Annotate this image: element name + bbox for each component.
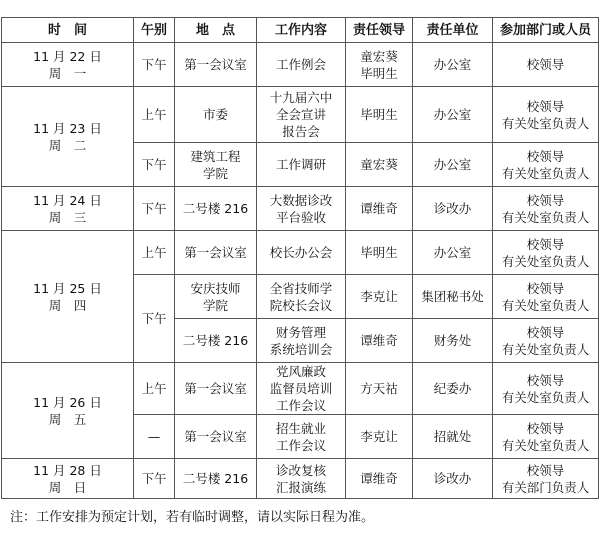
unit-cell: 诊改办 bbox=[413, 187, 493, 231]
leader-cell: 毕明生 bbox=[346, 87, 413, 143]
period-cell: — bbox=[134, 415, 175, 459]
leader-cell: 童宏葵 毕明生 bbox=[346, 43, 413, 87]
table-row bbox=[2, 459, 599, 499]
content-cell: 大数据诊改 平台验收 bbox=[257, 187, 346, 231]
place-cell: 建筑工程 学院 bbox=[175, 143, 257, 187]
unit-cell: 诊改办 bbox=[413, 459, 493, 499]
attendees-cell: 校领导 有关处室负责人 bbox=[493, 143, 599, 187]
leader-cell: 谭维奇 bbox=[346, 459, 413, 499]
period-cell: 上午 bbox=[134, 87, 175, 143]
date-cell bbox=[2, 187, 134, 231]
content-cell: 诊改复核 汇报演练 bbox=[257, 459, 346, 499]
date-text: 11 月 23 日 bbox=[33, 120, 102, 136]
date-cell bbox=[2, 363, 134, 459]
weekday-text: 周 二 bbox=[48, 137, 87, 153]
attendees-cell: 校领导 有关部门负责人 bbox=[493, 459, 599, 499]
schedule-body bbox=[2, 43, 599, 499]
table-row bbox=[2, 187, 599, 231]
period-cell: 下午 bbox=[134, 459, 175, 499]
place-cell: 第一会议室 bbox=[175, 415, 257, 459]
date-cell bbox=[2, 43, 134, 87]
period-cell: 下午 bbox=[134, 143, 175, 187]
place-cell: 安庆技师 学院 bbox=[175, 275, 257, 319]
content-cell: 党风廉政 监督员培训 工作会议 bbox=[257, 363, 346, 415]
leader-cell: 方天祜 bbox=[346, 363, 413, 415]
leader-cell: 李克让 bbox=[346, 275, 413, 319]
content-cell: 十九届六中 全会宣讲 报告会 bbox=[257, 87, 346, 143]
period-cell: 上午 bbox=[134, 363, 175, 415]
header-content: 工作内容 bbox=[257, 18, 346, 43]
unit-cell: 办公室 bbox=[413, 87, 493, 143]
leader-cell: 毕明生 bbox=[346, 231, 413, 275]
table-header-row bbox=[2, 18, 599, 43]
attendees-cell: 校领导 有关处室负责人 bbox=[493, 415, 599, 459]
date-text: 11 月 24 日 bbox=[33, 192, 102, 208]
header-period: 午别 bbox=[134, 18, 175, 43]
unit-cell: 办公室 bbox=[413, 143, 493, 187]
header-unit: 责任单位 bbox=[413, 18, 493, 43]
period-cell: 下午 bbox=[134, 275, 175, 363]
content-cell: 招生就业 工作会议 bbox=[257, 415, 346, 459]
leader-cell: 谭维奇 bbox=[346, 187, 413, 231]
weekday-text: 周 一 bbox=[48, 65, 87, 81]
header-attendees: 参加部门或人员 bbox=[493, 18, 599, 43]
header-place: 地 点 bbox=[175, 18, 257, 43]
attendees-cell: 校领导 有关处室负责人 bbox=[493, 363, 599, 415]
date-text: 11 月 25 日 bbox=[33, 280, 102, 296]
date-text: 11 月 28 日 bbox=[33, 462, 102, 478]
date-cell bbox=[2, 231, 134, 363]
place-cell: 第一会议室 bbox=[175, 43, 257, 87]
weekday-text: 周 四 bbox=[48, 297, 87, 313]
weekday-text: 周 日 bbox=[48, 479, 87, 495]
leader-cell: 谭维奇 bbox=[346, 319, 413, 363]
place-cell: 第一会议室 bbox=[175, 363, 257, 415]
footnote: 注：工作安排为预定计划，若有临时调整，请以实际日程为准。 bbox=[10, 510, 375, 525]
unit-cell: 财务处 bbox=[413, 319, 493, 363]
date-cell bbox=[2, 87, 134, 187]
date-text: 11 月 22 日 bbox=[33, 48, 102, 64]
period-cell: 下午 bbox=[134, 187, 175, 231]
unit-cell: 纪委办 bbox=[413, 363, 493, 415]
unit-cell: 办公室 bbox=[413, 231, 493, 275]
table-row bbox=[2, 87, 599, 143]
table-row bbox=[2, 363, 599, 415]
table-row bbox=[2, 43, 599, 87]
attendees-cell: 校领导 有关处室负责人 bbox=[493, 187, 599, 231]
period-cell: 下午 bbox=[134, 43, 175, 87]
attendees-cell: 校领导 有关处室负责人 bbox=[493, 319, 599, 363]
place-cell: 市委 bbox=[175, 87, 257, 143]
schedule-table bbox=[1, 17, 599, 499]
date-text: 11 月 26 日 bbox=[33, 394, 102, 410]
content-cell: 工作例会 bbox=[257, 43, 346, 87]
content-cell: 校长办公会 bbox=[257, 231, 346, 275]
attendees-cell: 校领导 bbox=[493, 43, 599, 87]
attendees-cell: 校领导 有关处室负责人 bbox=[493, 87, 599, 143]
unit-cell: 办公室 bbox=[413, 43, 493, 87]
period-cell: 上午 bbox=[134, 231, 175, 275]
weekday-text: 周 五 bbox=[48, 411, 87, 427]
date-cell bbox=[2, 459, 134, 499]
unit-cell: 集团秘书处 bbox=[413, 275, 493, 319]
leader-cell: 童宏葵 bbox=[346, 143, 413, 187]
content-cell: 全省技师学 院校长会议 bbox=[257, 275, 346, 319]
header-time: 时 间 bbox=[2, 18, 134, 43]
place-cell: 二号楼 216 bbox=[175, 187, 257, 231]
content-cell: 工作调研 bbox=[257, 143, 346, 187]
place-cell: 二号楼 216 bbox=[175, 319, 257, 363]
header-leader: 责任领导 bbox=[346, 18, 413, 43]
attendees-cell: 校领导 有关处室负责人 bbox=[493, 231, 599, 275]
weekday-text: 周 三 bbox=[48, 209, 87, 225]
table-row bbox=[2, 231, 599, 275]
attendees-cell: 校领导 有关处室负责人 bbox=[493, 275, 599, 319]
place-cell: 二号楼 216 bbox=[175, 459, 257, 499]
leader-cell: 李克让 bbox=[346, 415, 413, 459]
place-cell: 第一会议室 bbox=[175, 231, 257, 275]
content-cell: 财务管理 系统培训会 bbox=[257, 319, 346, 363]
unit-cell: 招就处 bbox=[413, 415, 493, 459]
